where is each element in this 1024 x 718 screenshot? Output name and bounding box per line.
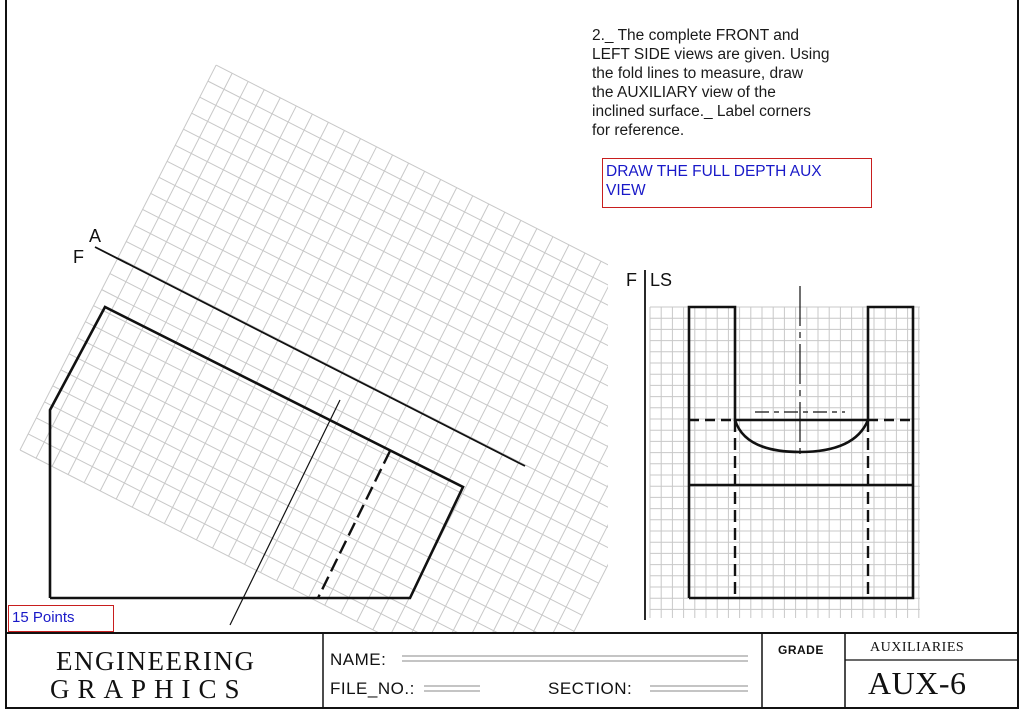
file-no-label: FILE_NO.: [330, 679, 415, 698]
aux-fold-line [95, 247, 525, 466]
fold-label-a: A [89, 226, 102, 246]
name-label: NAME: [330, 650, 387, 669]
points-label: 15 Points [12, 609, 75, 626]
category-label: AUXILIARIES [870, 640, 965, 655]
left-side-view [689, 286, 913, 598]
note-line: DRAW THE FULL DEPTH AUX [606, 163, 822, 180]
instruction-line: LEFT SIDE views are given. Using [592, 46, 830, 63]
grade-label: GRADE [778, 643, 824, 657]
fold-label-f-side: F [626, 270, 637, 290]
instruction-line: the AUXILIARY view of the [592, 84, 776, 101]
side-view-grid [650, 307, 920, 618]
front-view [50, 307, 463, 625]
instruction-line: 2._ The complete FRONT and [592, 27, 800, 44]
instruction-line: the fold lines to measure, draw [592, 65, 804, 82]
note-annotation-text [606, 162, 868, 200]
section-label: SECTION: [548, 679, 633, 698]
note-line: VIEW [606, 182, 646, 199]
instruction-line: for reference. [592, 122, 685, 139]
instruction-line: inclined surface._ Label corners [592, 103, 811, 120]
title-line-2: GRAPHICS [50, 674, 248, 704]
title-line-1: ENGINEERING [56, 646, 256, 676]
fold-label-ls: LS [650, 270, 673, 290]
fold-label-f-aux: F [73, 247, 84, 267]
sheet-code: AUX-6 [868, 665, 967, 701]
instructions-text [592, 26, 912, 140]
